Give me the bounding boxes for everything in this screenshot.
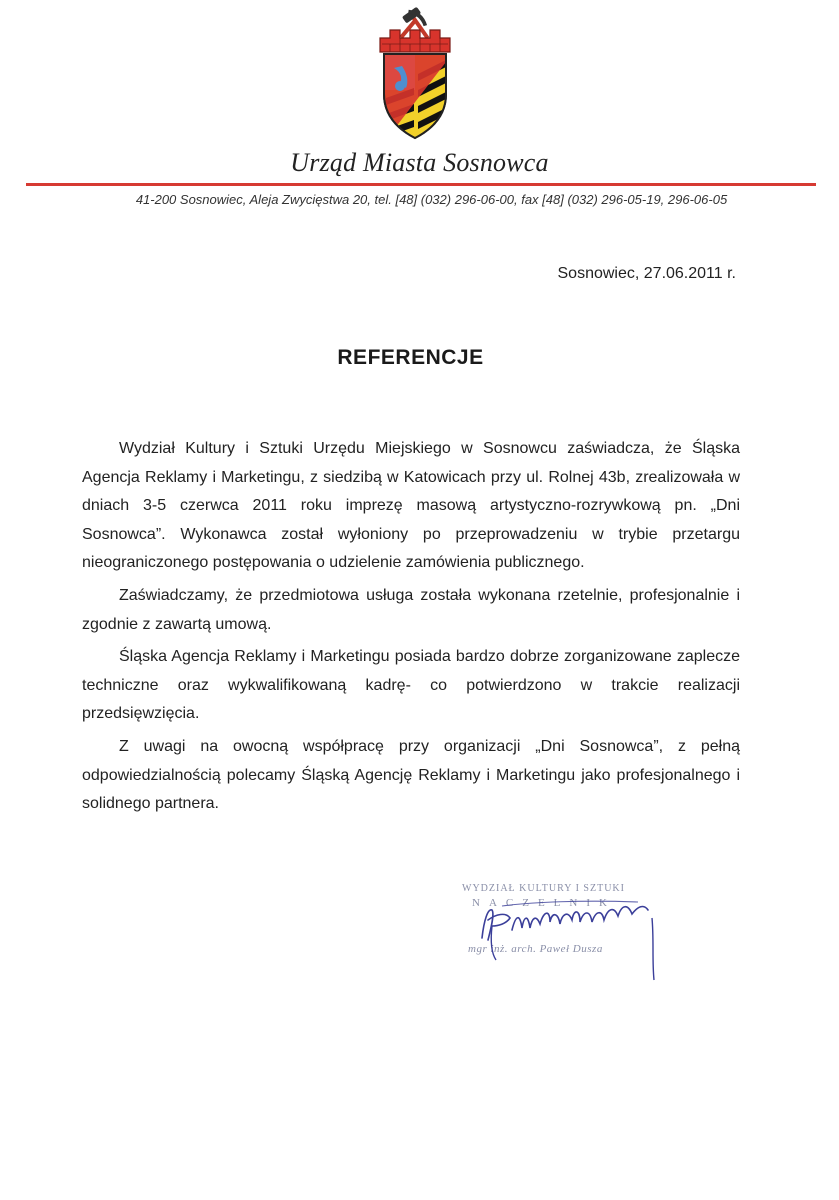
stamp-department: WYDZIAŁ KULTURY I SZTUKI [462,883,625,894]
stamp-position: NACZELNIK [472,897,616,909]
official-stamp [462,880,662,985]
body-paragraph: Śląska Agencja Reklamy i Marketingu posiada bardzo dobrze zorganizowane zaplecze techniczne oraz wykwalifikowaną kadrę- co potwierdzono w trakcie realizacji przedsięwzięcia. [82,648,740,723]
document-title: REFERENCJE [337,346,484,369]
office-address: 41-200 Sosnowiec, Aleja Zwycięstwa 20, tel. [48] (032) 296-06-00, fax [48] (032) 296-05-19, 296-06-05 [135,192,728,207]
body-paragraph: Z uwagi na owocną współpracę przy organizacji „Dni Sosnowca”, z pełną odpowiedzialnością polecamy Śląską Agencję Reklamy i Marketingu jako profesjonalnego i solidnego partnera. [82,737,740,813]
header-divider [26,183,816,186]
body-paragraph: Wydział Kultury i Sztuki Urzędu Miejskiego w Sosnowcu zaświadcza, że Śląska Agencja Reklamy i Marketingu, z siedzibą w Katowicach przy ul. Rolnej 43b, zrealizowała w dniach 3-5 czerwca 2011 roku imprezę masową artystyczno-rozrywkową pn. „Dni Sosnowca”. Wykonawca został wyłoniony po przeprowadzeniu w trybie przetargu nieograniczonego postępowania o udzielenie zamówienia publicznego. [82,440,740,572]
letter-body [82,435,740,823]
handwritten-signature-icon [462,880,662,985]
city-coat-of-arms-icon [370,2,460,144]
office-name: Urząd Miasta Sosnowca [290,148,549,177]
stamp-signatory: mgr inż. arch. Paweł Dusza [468,943,603,955]
body-paragraph: Zaświadczamy, że przedmiotowa usługa została wykonana rzetelnie, profesjonalnie i zgodnie z zawartą umową. [82,586,740,633]
letter-date: Sosnowiec, 27.06.2011 r. [557,265,736,282]
